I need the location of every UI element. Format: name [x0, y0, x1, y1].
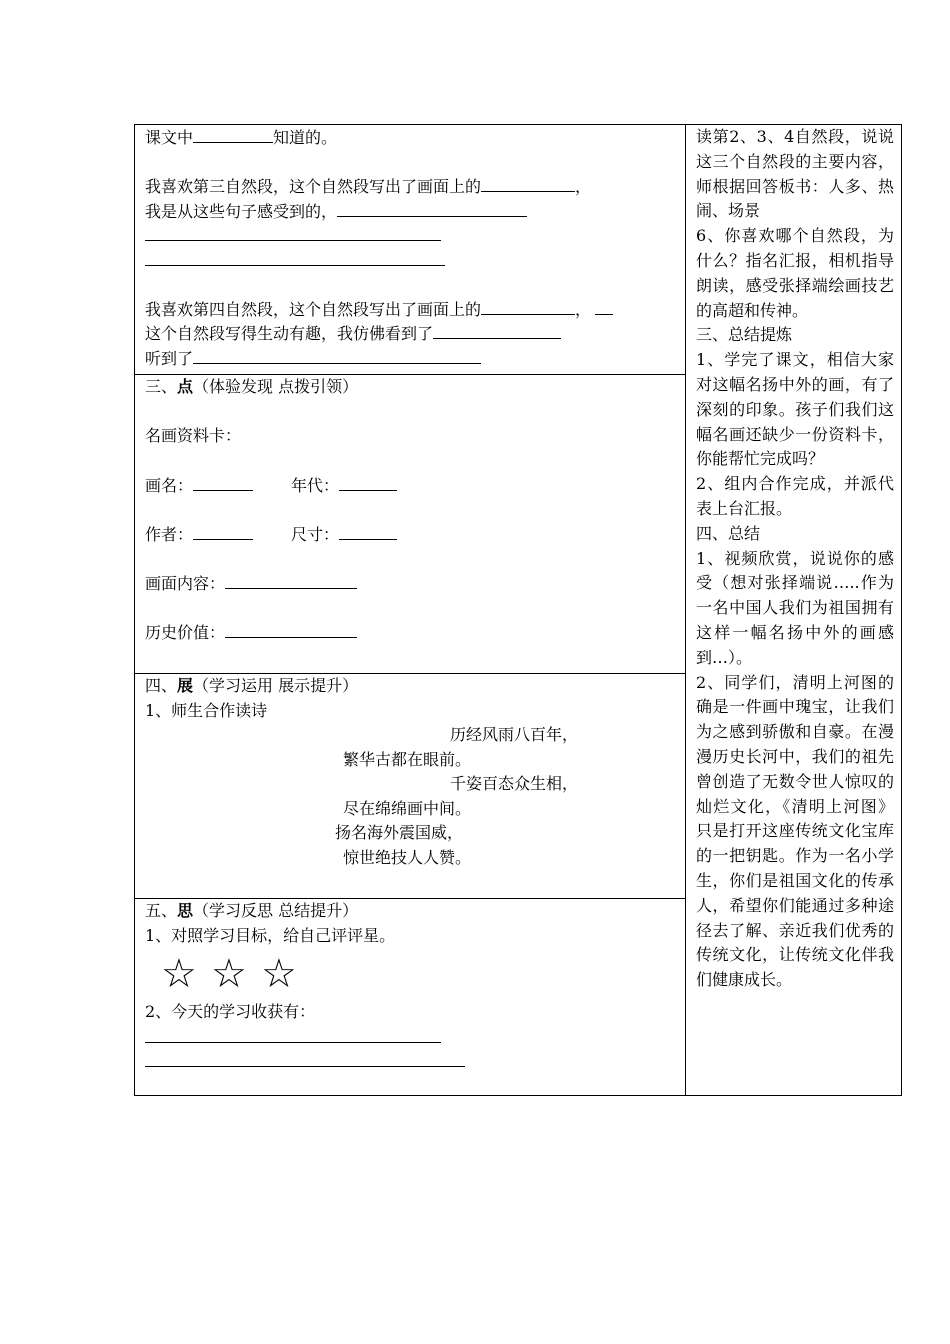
heading-keyword: 思	[177, 901, 194, 920]
heading-sub: （学习反思 总结提升）	[193, 901, 359, 920]
fill-blank[interactable]	[145, 248, 445, 266]
star-icon[interactable]: ☆	[211, 951, 247, 997]
text-line	[145, 297, 675, 322]
fill-blank[interactable]	[481, 174, 575, 192]
fill-blank[interactable]	[433, 321, 561, 339]
fill-blank[interactable]	[145, 1049, 465, 1067]
text: 我喜欢第四自然段，这个自然段写出了画面上的	[145, 299, 482, 319]
lesson-plan-table	[134, 124, 902, 1096]
heading-num: 四、	[145, 676, 178, 695]
text: ，	[575, 177, 592, 196]
heading-num: 五、	[145, 901, 178, 920]
fill-blank[interactable]	[193, 346, 481, 364]
list-item: 2、今天的学习收获有：	[145, 1002, 316, 1021]
label: 画名：	[145, 476, 194, 495]
heading-sub: （体验发现 点拨引领）	[193, 377, 359, 396]
notes-heading: 四、总结	[696, 523, 761, 543]
text: 我喜欢第三自然段，这个自然段写出了画面上的	[145, 177, 482, 196]
fill-blank[interactable]	[193, 125, 273, 143]
text: 这个自然段写得生动有趣，我仿佛看到了	[145, 324, 434, 343]
fill-blank[interactable]	[193, 473, 253, 491]
fill-blank[interactable]	[481, 297, 575, 315]
label: 作者：	[145, 525, 194, 544]
notes-paragraph: 读第2、3、4自然段，说说这三个自然段的主要内容，师根据回答板书：人多、热闹、场景	[696, 127, 894, 221]
text: 知道的。	[273, 128, 338, 147]
fill-blank[interactable]	[339, 522, 397, 540]
text-line	[145, 1025, 675, 1050]
card-row	[145, 522, 675, 547]
card-title: 名画资料卡：	[145, 426, 242, 445]
poem-line: 千姿百态众生相，	[450, 774, 579, 793]
list-item: 1、师生合作读诗	[145, 700, 268, 720]
section2-cell	[135, 125, 686, 375]
poem-line: 繁华古都在眼前。	[343, 749, 472, 769]
text-line	[145, 125, 675, 150]
notes-paragraph: 1、学完了课文，相信大家对这幅名扬中外的画，有了深刻的印象。孩子们我们这幅名画还缺少一份资料卡，你能帮忙完成吗？	[696, 350, 894, 469]
section-heading	[145, 899, 675, 924]
star-icon[interactable]: ☆	[161, 951, 197, 997]
section5-cell	[135, 899, 686, 1096]
star-icon[interactable]: ☆	[261, 951, 297, 997]
notes-paragraph: 1、视频欣赏，说说你的感受（想对张择端说…..作为一名中国人我们为祖国拥有这样一幅名扬中外的画感到…）。	[696, 548, 894, 667]
notes-heading: 三、总结提炼	[696, 325, 793, 345]
label: 历史价值：	[145, 623, 226, 642]
heading-num: 三、	[145, 377, 178, 396]
heading-keyword: 展	[177, 676, 194, 695]
poem-line: 尽在绵绵画中间。	[343, 798, 472, 818]
fill-blank[interactable]	[145, 1025, 441, 1043]
fill-blank[interactable]	[339, 473, 397, 491]
text-line	[145, 346, 675, 371]
notes-paragraph: 2、同学们，清明上河图的确是一件画中瑰宝，让我们为之感到骄傲和自豪。在漫漫历史长河中，我们的祖先曾创造了无数令世人惊叹的灿烂文化，《清明上河图》只是打开这座传统文化宝库的一把钥匙。作为一名小学生，你们是祖国文化的传承人，希望你们能通过多种途径去了解、亲近我们优秀的传统文化，让传统文化伴我们健康成长。	[696, 672, 894, 990]
card-row	[145, 620, 675, 645]
heading-keyword: 点	[177, 377, 194, 396]
text-line	[145, 174, 675, 199]
section-heading	[145, 375, 675, 400]
fill-blank[interactable]	[225, 620, 357, 638]
fill-blank[interactable]	[225, 571, 357, 589]
heading-sub: （学习运用 展示提升）	[193, 676, 359, 695]
fill-blank[interactable]	[595, 297, 613, 315]
poem-line: 历经风雨八百年，	[450, 725, 579, 744]
fill-blank[interactable]	[337, 199, 527, 217]
notes-paragraph: 2、组内合作完成，并派代表上台汇报。	[696, 474, 894, 518]
notes-paragraph: 6、你喜欢哪个自然段，为什么？指名汇报，相机指导朗读，感受张择端绘画技艺的高超和传神。	[696, 226, 894, 320]
text: 听到了	[145, 348, 194, 368]
label: 尺寸：	[291, 525, 340, 544]
text-line	[145, 199, 675, 224]
star-rating[interactable]	[161, 948, 675, 1000]
teacher-notes-cell	[686, 125, 902, 1096]
label: 年代：	[291, 476, 340, 495]
text: 课文中	[145, 128, 194, 147]
text: ，	[575, 299, 592, 319]
list-item: 1、对照学习目标，给自己评评星。	[145, 925, 396, 945]
section4-cell	[135, 674, 686, 899]
text-line	[145, 248, 675, 273]
text-line	[145, 223, 675, 248]
fill-blank[interactable]	[145, 223, 441, 241]
card-row	[145, 571, 675, 596]
text: 我是从这些句子感受到的，	[145, 201, 338, 221]
text-line	[145, 1049, 675, 1074]
label: 画面内容：	[145, 574, 226, 593]
section3-cell	[135, 375, 686, 674]
fill-blank[interactable]	[193, 522, 253, 540]
text-line	[145, 321, 675, 346]
section-heading	[145, 674, 675, 699]
card-row	[145, 473, 675, 498]
poem-line: 惊世绝技人人赞。	[343, 847, 472, 867]
poem-line: 扬名海外震国威，	[335, 823, 464, 842]
